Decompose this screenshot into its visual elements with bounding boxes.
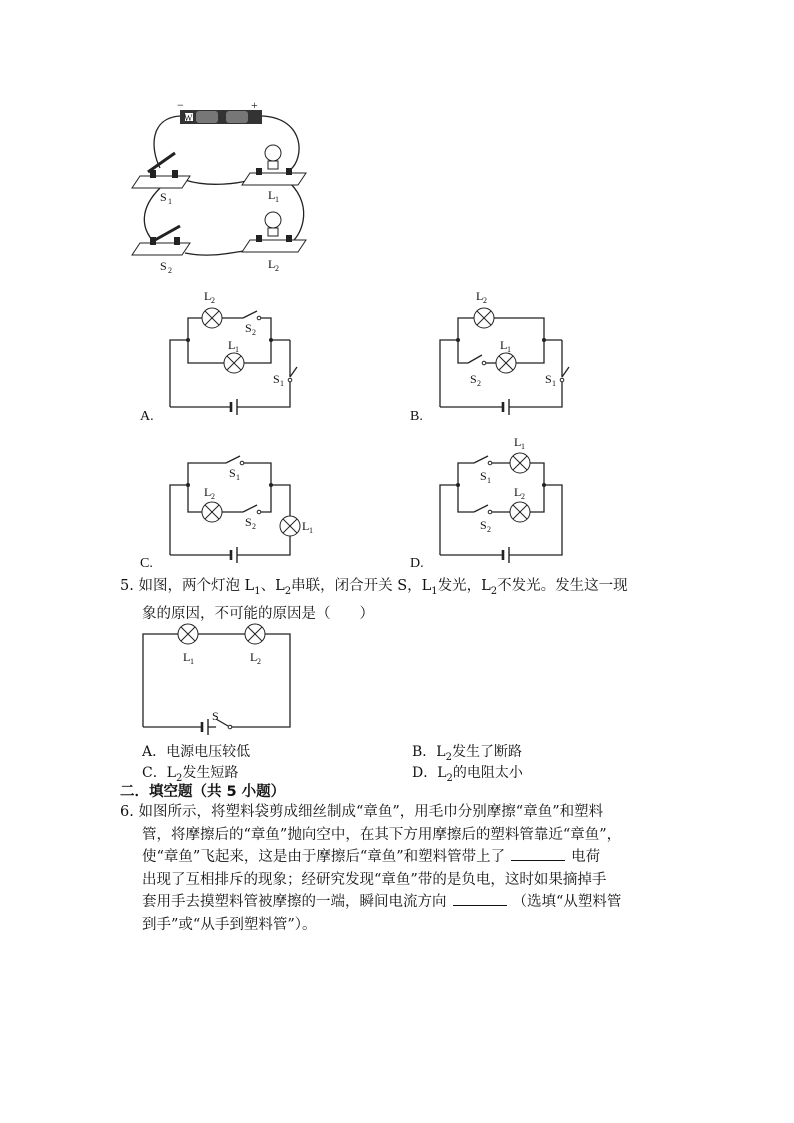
svg-text:2: 2 bbox=[252, 328, 256, 337]
svg-text:2: 2 bbox=[211, 296, 215, 305]
physical-circuit-figure bbox=[130, 98, 320, 280]
svg-text:L: L bbox=[500, 338, 508, 352]
svg-text:1: 1 bbox=[235, 345, 239, 354]
circuit-option-b bbox=[410, 285, 580, 425]
svg-text:1: 1 bbox=[190, 657, 194, 666]
question-6: 6. 如图所示，将塑料袋剪成细丝制成“章鱼”，用毛巾分别摩擦“章鱼”和塑料 管，将摩擦后的“章鱼”抛向空中，在其下方用摩擦后的塑料管靠近“章鱼”， 使“章鱼”飞起来，这是由于摩擦后“章鱼”和塑料管带上了 电荷 出现了互相排斥的现象；经研究发现“章鱼”带的是负电，这时如果摘掉手 套用手去摸塑料管被摩擦的一端，瞬间电流方向 （选填“从塑料管 到手”或“从手到塑料管”）。 bbox=[120, 804, 622, 933]
bulb-l1 bbox=[242, 145, 306, 204]
option-c-letter: C. bbox=[140, 556, 153, 571]
s1-label: S bbox=[160, 190, 167, 204]
svg-text:S: S bbox=[273, 372, 280, 386]
l2-label: L bbox=[268, 257, 276, 271]
svg-text:S: S bbox=[245, 515, 252, 529]
q5-fig-s: S bbox=[212, 709, 219, 723]
svg-text:S: S bbox=[245, 321, 252, 335]
svg-text:2: 2 bbox=[483, 296, 487, 305]
q5-line2: 象的原因，不可能的原因是（ ） bbox=[142, 606, 374, 623]
svg-text:S: S bbox=[545, 372, 552, 386]
option-a-letter: A. bbox=[140, 409, 154, 424]
battery bbox=[177, 98, 262, 124]
switch-s1 bbox=[132, 153, 190, 206]
svg-text:2: 2 bbox=[257, 657, 261, 666]
svg-text:2: 2 bbox=[275, 264, 279, 273]
svg-text:2: 2 bbox=[487, 525, 491, 534]
svg-text:1: 1 bbox=[521, 442, 525, 451]
svg-text:S: S bbox=[229, 466, 236, 480]
section-2-heading: 二．填空题（共 5 小题） bbox=[120, 784, 286, 800]
svg-text:1: 1 bbox=[552, 379, 556, 388]
circuit-option-a bbox=[140, 285, 310, 425]
svg-text:L: L bbox=[514, 485, 522, 499]
q5-number: 5. bbox=[120, 578, 134, 594]
svg-text:L: L bbox=[514, 435, 522, 449]
q5-option-a[interactable]: A．电源电压较低 bbox=[142, 744, 251, 760]
battery-plus-label: + bbox=[251, 98, 258, 112]
svg-text:1: 1 bbox=[309, 526, 313, 535]
svg-text:2: 2 bbox=[252, 522, 256, 531]
q6-blank-1[interactable] bbox=[511, 846, 565, 861]
svg-text:1: 1 bbox=[168, 197, 172, 206]
svg-text:L: L bbox=[204, 289, 212, 303]
svg-text:L: L bbox=[228, 338, 236, 352]
svg-text:S: S bbox=[480, 469, 487, 483]
svg-text:2: 2 bbox=[521, 492, 525, 501]
q5-option-d[interactable]: D．$L_2$的电阻太小 bbox=[412, 765, 523, 784]
s2-label: S bbox=[160, 259, 167, 273]
option-d-letter: D. bbox=[410, 556, 424, 571]
svg-text:1: 1 bbox=[487, 476, 491, 485]
svg-text:S: S bbox=[480, 518, 487, 532]
q5-fig-l2: L bbox=[250, 650, 258, 664]
circuit-option-d bbox=[410, 430, 580, 572]
q5-fig-l1: L bbox=[183, 650, 191, 664]
switch-s2 bbox=[132, 226, 190, 275]
q5-option-b[interactable]: B．$L_2$发生了断路 bbox=[412, 744, 522, 763]
option-b-letter: B. bbox=[410, 409, 423, 424]
l1-label: L bbox=[268, 188, 276, 202]
battery-minus-label: − bbox=[177, 98, 184, 112]
svg-text:1: 1 bbox=[280, 379, 284, 388]
bulb-l2 bbox=[242, 212, 306, 273]
svg-text:L: L bbox=[302, 519, 310, 533]
svg-text:1: 1 bbox=[275, 195, 279, 204]
svg-text:1: 1 bbox=[507, 345, 511, 354]
svg-text:2: 2 bbox=[211, 492, 215, 501]
q5-option-c[interactable]: C．$L_2$发生短路 bbox=[142, 765, 239, 784]
svg-text:L: L bbox=[204, 485, 212, 499]
q5-circuit-figure bbox=[138, 620, 298, 732]
q6-number: 6. bbox=[120, 804, 134, 820]
svg-text:1: 1 bbox=[236, 473, 240, 482]
question-5: 5. 如图，两个灯泡 $L_1$、$L_2$串联，闭合开关 S，$L_1$发光，$L_2$不发光。发生这一现 象的原因，不可能的原因是（ ） bbox=[120, 575, 628, 626]
svg-text:S: S bbox=[470, 372, 477, 386]
q6-blank-2[interactable] bbox=[453, 891, 507, 906]
svg-text:L: L bbox=[476, 289, 484, 303]
svg-text:2: 2 bbox=[168, 266, 172, 275]
circuit-option-c bbox=[140, 430, 320, 572]
battery-w-label: W bbox=[184, 113, 193, 123]
svg-text:2: 2 bbox=[477, 379, 481, 388]
